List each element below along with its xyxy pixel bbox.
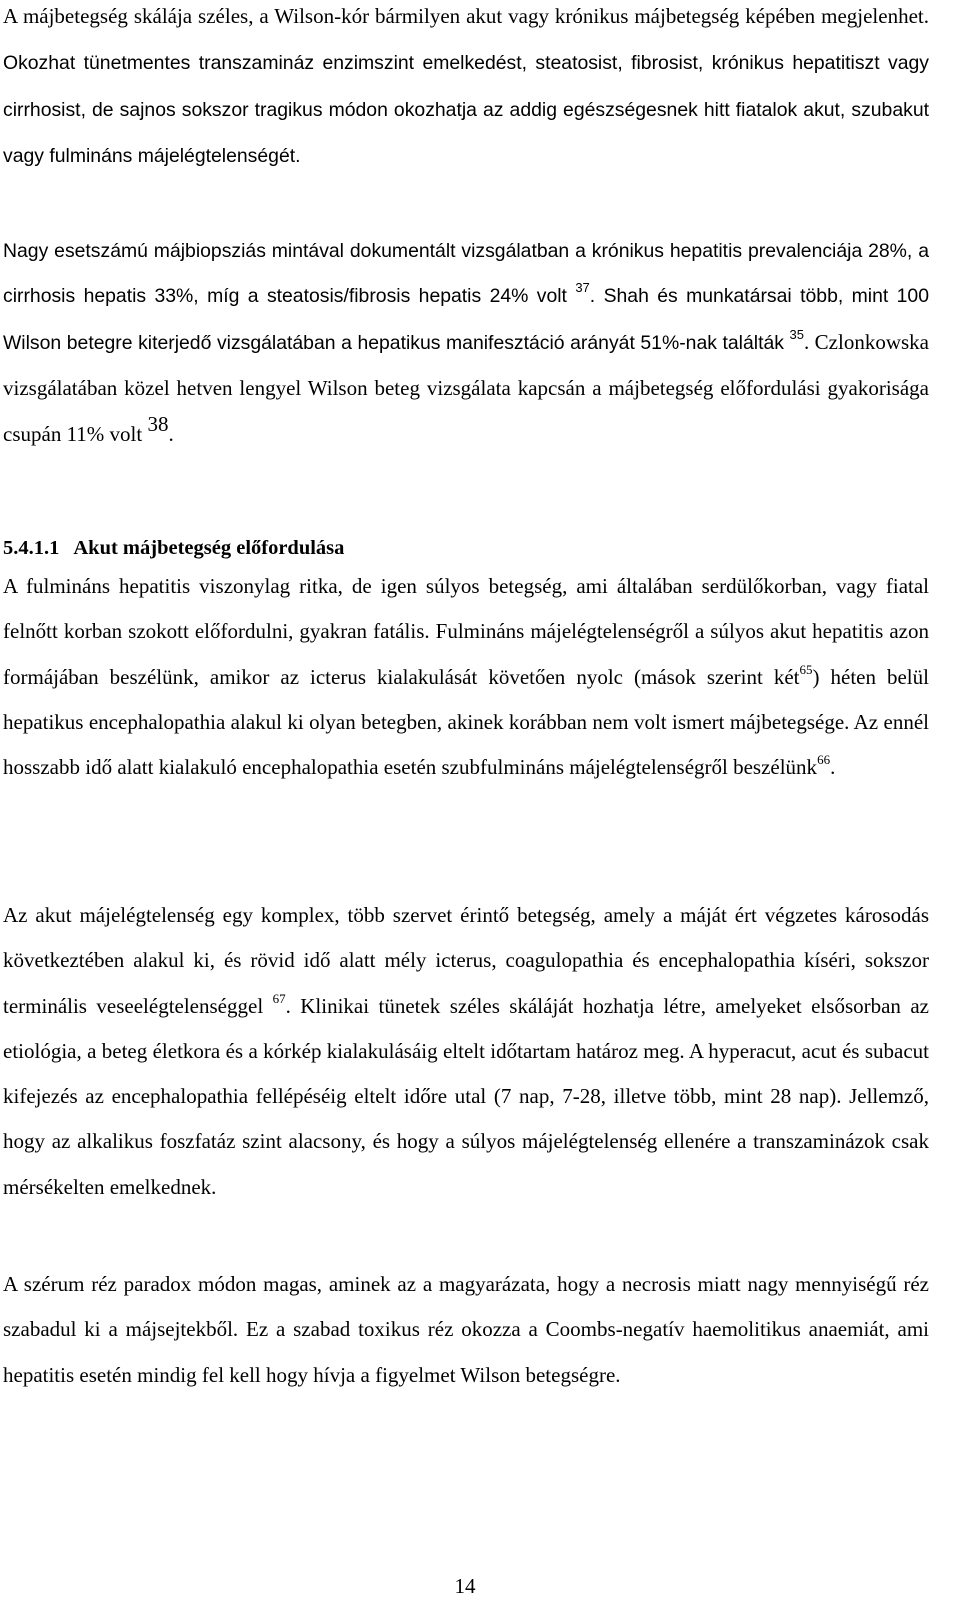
paragraph-prevalence-text-c: . Czlonkowska vizsgálatában közel hetven lengyel Wilson beteg vizsgálata kapcsán a májbetegség előfordulási gyakorisága csupán 11% volt [3,329,929,447]
paragraph-intro-text-b: Okozhat tünetmentes transzamináz enzimszint emelkedést, steatosist, fibrosist, krónikus hepatitiszt vagy cirrhosist, de sajnos sokszor tragikus módon okozhatja az addig egészségesnek hitt fiatalok akut, szubakut vagy fulmináns májelégtelenségét. [3,52,929,167]
paragraph-fulminant-text-c: . [830,755,836,780]
reference-35: 35 [789,326,804,342]
paragraph-acute-failure [3,893,929,1210]
paragraph-acute-failure-text-a: Az akut májelégtelenség egy komplex, több szervet érintő betegség, amely a máját ért végzetes károsodás következtében alakul ki, és rövid idő alatt mély icterus, coagulopathia és encephalopathia kíséri, sokszor terminális veseelégtelenséggel [3,903,929,1018]
paragraph-prevalence-text-a: Nagy esetszámú májbiopsziás mintával dokumentált vizsgálatban a krónikus hepatitis prevalenciája 28%, a cirrhosis hepatis 33%, míg a steatosis/fibrosis hepatis 24% volt [3,240,929,308]
section-title: Akut májbetegség előfordulása [73,537,345,559]
reference-67: 67 [272,990,286,1006]
reference-38: 38 [147,412,169,437]
paragraph-intro [3,0,929,179]
paragraph-fulminant [3,564,929,790]
paragraph-acute-failure-text-b: . Klinikai tünetek széles skáláját hozhatja létre, amelyeket elsősorban az etiológia, a beteg életkora és a kórkép kialakulásáig eltelt időtartam határoz meg. A hyperacut, acut és subacut kifejezés az encephalopathia fellépéséig eltelt időre utal (7 nap, 7-28, illetve több, mint 28 nap). Jellemző, hogy az alkalikus foszfatáz szint alacsony, és hogy a súlyos májelégtelenség ellenére a transzaminázok csak mérsékelten emelkednek. [3,993,929,1199]
paragraph-serum-copper [3,1262,929,1398]
reference-37: 37 [575,280,590,296]
section-number: 5.4.1.1 [3,537,60,559]
paragraph-prevalence-text-b: . Shah és munkatársai több, mint 100 Wilson betegre kiterjedő vizsgálatában a hepatikus manifesztáció arányát 51%-nak találták [3,285,929,354]
section-heading [3,533,344,563]
paragraph-serum-copper-text: A szérum réz paradox módon magas, aminek az a magyarázata, hogy a necrosis miatt nagy mennyiségű réz szabadul ki a májsejtekből. Ez a szabad toxikus réz okozza a Coombs-negatív haemolitikus anaemiát, ami hepatitis esetén mindig fel kell hogy hívja a figyelmet Wilson betegségre. [3,1272,929,1387]
paragraph-fulminant-text-b: ) héten belül hepatikus encephalopathia alakul ki olyan betegben, akinek korábban nem volt ismert májbetegsége. Az ennél hosszabb idő alatt kialakuló encephalopathia esetén szubfulmináns májelégtelenségről beszélünk [3,664,929,780]
paragraph-prevalence-text-d: . [168,422,174,447]
paragraph-fulminant-text-a: A fulmináns hepatitis viszonylag ritka, de igen súlyos betegség, ami általában serdülőkorban, vagy fiatal felnőtt korban szokott előfordulni, gyakran fatális. Fulmináns májelégtelenségről a súlyos akut hepatitis azon formájában beszélünk, amikor az icterus kialakulását követően nyolc (mások szerint két [3,574,929,689]
page-number: 14 [454,1574,476,1598]
paragraph-intro-text-a: A májbetegség skálája széles, a Wilson-kór bármilyen akut vagy krónikus májbetegség képében megjelenhet. [3,4,929,28]
reference-66: 66 [817,752,831,768]
paragraph-prevalence [3,229,929,458]
reference-65: 65 [799,661,813,677]
